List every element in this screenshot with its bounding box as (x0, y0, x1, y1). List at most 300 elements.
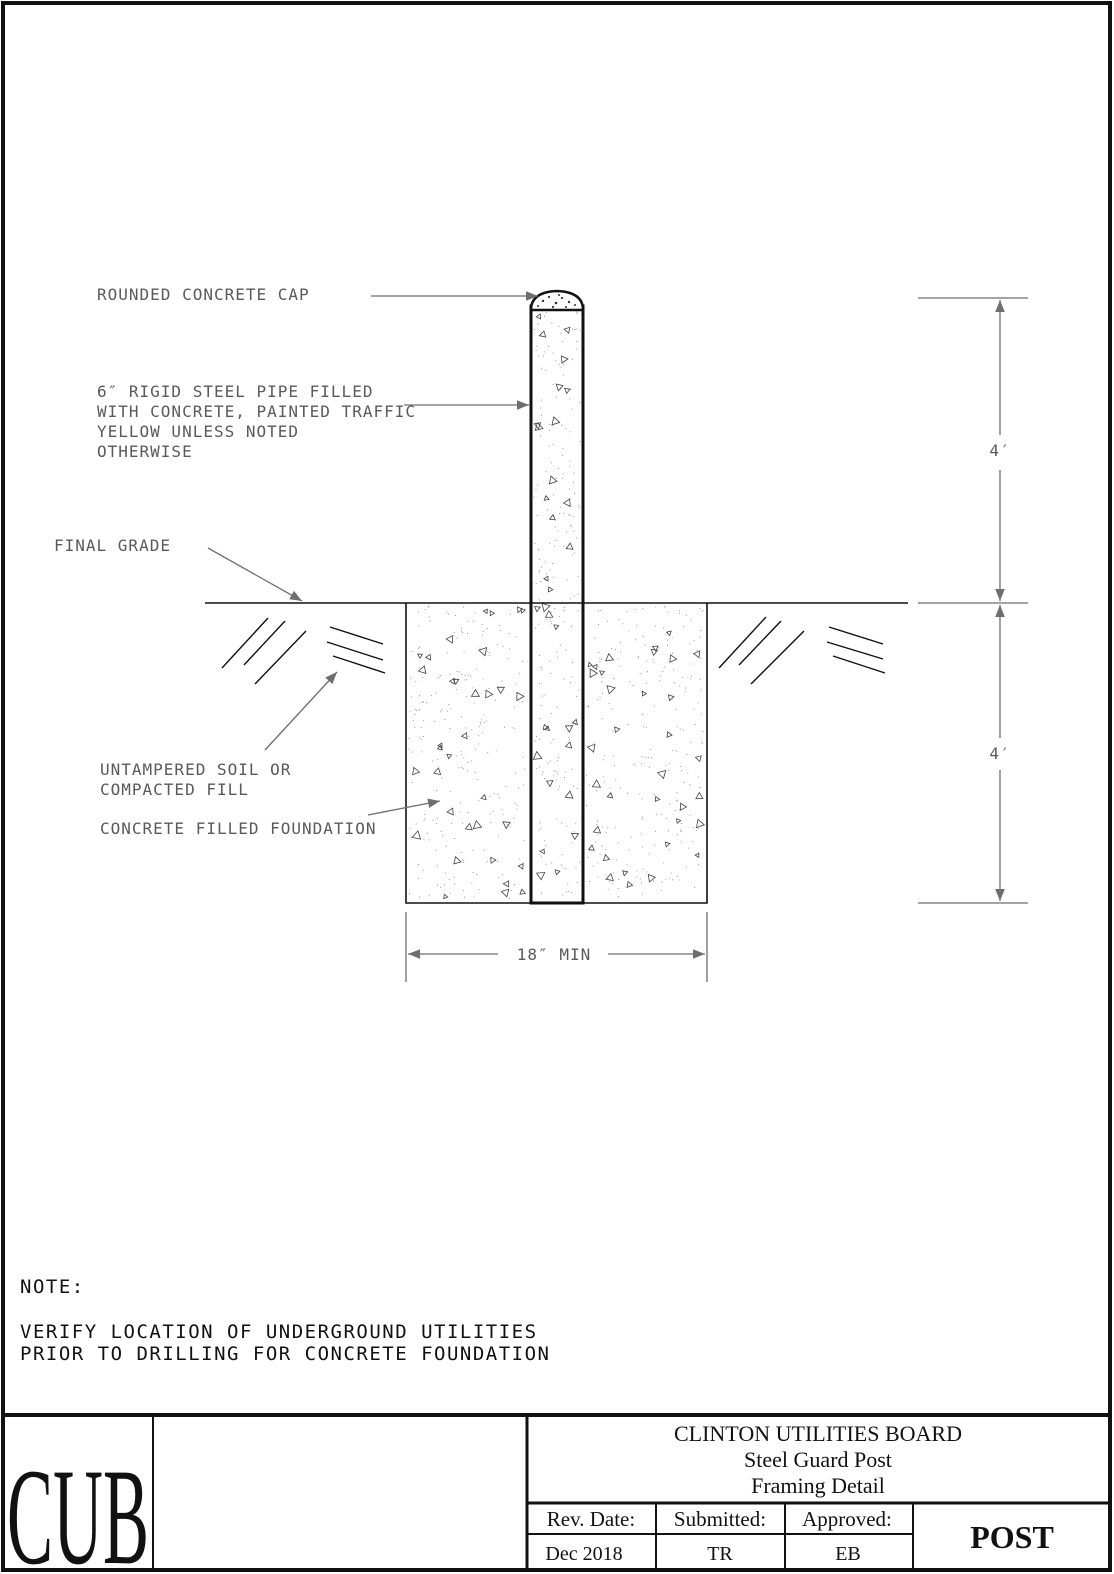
aggregate-mark (437, 746, 442, 751)
stipple-dot (418, 612, 419, 613)
stipple-dot (454, 884, 455, 885)
stipple-dot (646, 683, 647, 684)
stipple-dot (689, 784, 690, 785)
stipple-dot (614, 765, 615, 766)
stipple-dot (539, 655, 540, 656)
stipple-dot (679, 613, 680, 614)
stipple-dot (415, 714, 416, 715)
stipple-dot (509, 633, 510, 634)
aggregate-mark (565, 791, 573, 798)
stipple-dot (618, 842, 619, 843)
stipple-dot (408, 749, 409, 750)
aggregate-mark (556, 384, 563, 391)
stipple-dot (569, 739, 570, 740)
stipple-dot (447, 652, 448, 653)
stipple-dot (421, 739, 422, 740)
stipple-dot (622, 623, 623, 624)
stipple-dot (495, 700, 496, 701)
stipple-dot (603, 776, 604, 777)
stipple-dot (641, 763, 642, 764)
stipple-dot (461, 674, 462, 675)
stipple-dot (573, 531, 574, 532)
stipple-dot (602, 677, 603, 678)
aggregate-mark (696, 793, 703, 799)
vertical-dimension (918, 298, 1028, 903)
aggregate-mark (537, 872, 545, 879)
stipple-dot (569, 466, 570, 467)
stipple-dot (421, 727, 422, 728)
stipple-dot (487, 628, 488, 629)
stipple-dot (450, 893, 451, 894)
stipple-dot (429, 616, 430, 617)
aggregate-mark (503, 822, 510, 829)
stipple-dot (686, 867, 687, 868)
stipple-dot (471, 883, 472, 884)
aggregate-mark (561, 356, 568, 363)
stipple-dot (563, 513, 564, 514)
stipple-dot (468, 762, 469, 763)
stipple-dot (566, 650, 567, 651)
stipple-dot (588, 705, 589, 706)
stipple-dot (450, 791, 451, 792)
stipple-dot (564, 610, 565, 611)
stipple-dot (409, 828, 410, 829)
stipple-dot (426, 702, 427, 703)
stipple-dot (636, 625, 637, 626)
stipple-dot (612, 883, 613, 884)
stipple-dot (669, 804, 670, 805)
aggregate-mark (545, 611, 552, 618)
stipple-dot (597, 862, 598, 863)
stipple-dot (498, 877, 499, 878)
aggregate-mark (413, 767, 420, 774)
stipple-dot (642, 893, 643, 894)
stipple-dot (448, 704, 449, 705)
stipple-dot (541, 856, 542, 857)
stipple-dot (552, 444, 553, 445)
stipple-dot (553, 739, 554, 740)
stipple-dot (598, 652, 599, 653)
stipple-dot (570, 682, 571, 683)
stipple-dot (551, 612, 552, 613)
stipple-dot (539, 850, 540, 851)
aggregate-mark (607, 686, 615, 694)
stipple-dot (588, 707, 589, 708)
aggregate-mark (520, 889, 525, 894)
stipple-dot (677, 834, 678, 835)
stipple-dot (437, 865, 438, 866)
stipple-dot (559, 786, 560, 787)
stipple-dot (432, 820, 433, 821)
stipple-dot (683, 626, 684, 627)
stipple-dot (599, 661, 600, 662)
stipple-dot (490, 822, 491, 823)
stipple-dot (473, 872, 474, 873)
stipple-dot (618, 896, 619, 897)
stipple-dot (572, 359, 573, 360)
stipple-dot (579, 507, 580, 508)
stipple-dot (638, 657, 639, 658)
stipple-dot (665, 633, 666, 634)
stipple-dot (570, 515, 571, 516)
stipple-dot (701, 713, 702, 714)
rev-date-label: Rev. Date: (546, 1507, 636, 1531)
stipple-dot (543, 771, 544, 772)
stipple-dot (692, 841, 693, 842)
aggregate-mark (648, 875, 655, 882)
stipple-dot (419, 695, 420, 696)
stipple-dot (463, 860, 464, 861)
aggregate-mark (651, 649, 657, 655)
stipple-dot (436, 692, 437, 693)
stipple-dot (497, 861, 498, 862)
stipple-dot (642, 846, 643, 847)
aggregate-mark (535, 607, 541, 612)
stipple-dot (615, 827, 616, 828)
aggregate-mark (497, 687, 504, 693)
rounded-concrete-cap (531, 291, 583, 310)
stipple-dot (437, 759, 438, 760)
stipple-dot (613, 678, 614, 679)
stipple-dot (438, 677, 439, 678)
stipple-dot (546, 619, 547, 620)
aggregate-mark (473, 821, 481, 829)
stipple-dot (676, 792, 677, 793)
aggregate-mark (536, 314, 540, 319)
stipple-dot (612, 731, 613, 732)
aggregate-mark (566, 726, 573, 732)
stipple-dot (559, 364, 560, 365)
stipple-dot (546, 312, 547, 313)
stipple-dot (680, 766, 681, 767)
stipple-dot (546, 573, 547, 574)
stipple-dot (456, 689, 457, 690)
stipple-dot (436, 850, 437, 851)
stipple-dot (643, 726, 644, 727)
stipple-dot (656, 814, 657, 815)
stipple-dot (411, 697, 412, 698)
stipple-dot (539, 599, 540, 600)
stipple-dot (615, 780, 616, 781)
stipple-dot (640, 673, 641, 674)
stipple-dot (694, 887, 695, 888)
stipple-dot (556, 540, 557, 541)
stipple-dot (461, 751, 462, 752)
stipple-dot (574, 595, 575, 596)
stipple-dot (475, 749, 476, 750)
stipple-dot (545, 694, 546, 695)
stipple-dot (450, 708, 451, 709)
stipple-dot (424, 818, 425, 819)
aggregate-mark (606, 654, 614, 661)
stipple-dot (566, 580, 567, 581)
stipple-dot (569, 431, 570, 432)
stipple-dot (409, 893, 410, 894)
stipple-dot (576, 313, 577, 314)
aggregate-mark (446, 636, 453, 643)
stipple-dot (424, 820, 425, 821)
stipple-dot (644, 757, 645, 758)
aggregate-mark (623, 871, 628, 876)
stipple-dot (467, 770, 468, 771)
stipple-dot (540, 705, 541, 706)
stipple-dot (488, 688, 489, 689)
stipple-dot (545, 370, 546, 371)
aggregate-mark (555, 870, 560, 875)
aggregate-mark (642, 691, 646, 696)
stipple-dot (411, 651, 412, 652)
stipple-dot (685, 691, 686, 692)
stipple-dot (536, 350, 537, 351)
stipple-dot (691, 676, 692, 677)
stipple-dot (566, 891, 567, 892)
stipple-dot (546, 864, 547, 865)
stipple-dot (423, 839, 424, 840)
stipple-dot (535, 741, 536, 742)
stipple-dot (547, 510, 548, 511)
stipple-dot (576, 312, 577, 313)
stipple-dot (569, 398, 570, 399)
stipple-dot (488, 652, 489, 653)
label-pipe-line-4: OTHERWISE (97, 442, 193, 461)
stipple-dot (557, 818, 558, 819)
stipple-dot (613, 872, 614, 873)
stipple-dot (514, 884, 515, 885)
stipple-dot (551, 462, 552, 463)
stipple-dot (693, 663, 694, 664)
stipple-dot (410, 678, 411, 679)
stipple-dot (566, 532, 567, 533)
stipple-dot (649, 767, 650, 768)
stipple-dot (464, 651, 465, 652)
stipple-dot (478, 800, 479, 801)
stipple-dot (661, 890, 662, 891)
stipple-dot (556, 707, 557, 708)
stipple-dot (539, 718, 540, 719)
stipple-dot (639, 793, 640, 794)
stipple-dot (659, 680, 660, 681)
approved-value: EB (835, 1543, 861, 1565)
stipple-dot (448, 614, 449, 615)
stipple-dot (687, 773, 688, 774)
note-line-2: PRIOR TO DRILLING FOR CONCRETE FOUNDATION (20, 1343, 551, 1365)
stipple-dot (464, 897, 465, 898)
stipple-dot (536, 346, 537, 347)
stipple-dot (505, 786, 506, 787)
stipple-dot (595, 842, 596, 843)
stipple-dot (695, 724, 696, 725)
aggregate-mark (447, 754, 452, 758)
stipple-dot (571, 892, 572, 893)
org-name: CLINTON UTILITIES BOARD (673, 1421, 963, 1446)
stipple-dot (647, 671, 648, 672)
stipple-dot (445, 872, 446, 873)
stipple-dot (538, 324, 539, 325)
stipple-dot (464, 675, 465, 676)
stipple-dot (633, 764, 634, 765)
stipple-dot (574, 329, 575, 330)
stipple-dot (497, 644, 498, 645)
soil-hatch-right (719, 617, 885, 684)
stipple-dot (552, 425, 553, 426)
stipple-dot (693, 827, 694, 828)
stipple-dot (550, 569, 551, 570)
stipple-dot (588, 857, 589, 858)
stipple-dot (681, 823, 682, 824)
stipple-dot (667, 640, 668, 641)
stipple-dot (655, 606, 656, 607)
stipple-dot (455, 615, 456, 616)
stipple-dot (702, 743, 703, 744)
stipple-dot (547, 763, 548, 764)
stipple-dot (618, 888, 619, 889)
stipple-dot (449, 728, 450, 729)
stipple-dot (611, 648, 612, 649)
stipple-dot (427, 833, 428, 834)
stipple-dot (612, 708, 613, 709)
stipple-dot (538, 355, 539, 356)
stipple-dot (541, 368, 542, 369)
stipple-dot (476, 669, 477, 670)
stipple-dot (409, 711, 410, 712)
stipple-dot (537, 485, 538, 486)
rev-date-value: Dec 2018 (545, 1543, 623, 1565)
stipple-dot (415, 681, 416, 682)
stipple-dot (429, 895, 430, 896)
aggregate-mark (518, 864, 523, 869)
stipple-dot (479, 726, 480, 727)
stipple-dot (541, 567, 542, 568)
stipple-dot (574, 493, 575, 494)
stipple-dot (480, 724, 481, 725)
aggregate-mark (479, 648, 487, 656)
concrete-aggregate (412, 314, 704, 899)
stipple-dot (535, 628, 536, 629)
stipple-dot (471, 729, 472, 730)
aggregate-mark (517, 692, 524, 700)
stipple-dot (442, 835, 443, 836)
stipple-dot (446, 612, 447, 613)
stipple-dot (560, 367, 561, 368)
stipple-dot (636, 870, 637, 871)
stipple-dot (679, 610, 680, 611)
stipple-dot (565, 771, 566, 772)
stipple-dot (576, 328, 577, 329)
stipple-dot (628, 630, 629, 631)
stipple-dot (661, 882, 662, 883)
stipple-dot (648, 757, 649, 758)
stipple-dot (497, 794, 498, 795)
stipple-dot (516, 805, 517, 806)
stipple-dot (509, 648, 510, 649)
stipple-dot (416, 823, 417, 824)
stipple-dot (677, 726, 678, 727)
stipple-dot (607, 827, 608, 828)
aggregate-mark (533, 752, 541, 760)
aggregate-mark (658, 771, 666, 779)
stipple-dot (478, 889, 479, 890)
stipple-dot (601, 659, 602, 660)
stipple-dot (571, 526, 572, 527)
stipple-dot (441, 778, 442, 779)
stipple-dot (539, 739, 540, 740)
stipple-dot (544, 778, 545, 779)
stipple-dot (689, 643, 690, 644)
aggregate-mark (588, 662, 592, 666)
stipple-dot (602, 681, 603, 682)
stipple-dot (415, 709, 416, 710)
stipple-dot (493, 811, 494, 812)
stipple-dot (474, 703, 475, 704)
stipple-dot (578, 594, 579, 595)
aggregate-mark (481, 795, 486, 800)
stipple-dot (524, 769, 525, 770)
stipple-dot (665, 879, 666, 880)
stipple-dot (699, 636, 700, 637)
stipple-dot (549, 430, 550, 431)
stipple-dot (552, 563, 553, 564)
stipple-dot (672, 750, 673, 751)
stipple-dot (640, 878, 641, 879)
stipple-dot (653, 880, 654, 881)
stipple-dot (654, 845, 655, 846)
stipple-dot (678, 879, 679, 880)
stipple-dot (421, 751, 422, 752)
stipple-dot (700, 658, 701, 659)
stipple-dot (664, 667, 665, 668)
aggregate-mark (696, 756, 702, 762)
stipple-dot (502, 874, 503, 875)
stipple-dot (667, 645, 668, 646)
stipple-dot (641, 883, 642, 884)
stipple-dot (419, 897, 420, 898)
stipple-dot (514, 707, 515, 708)
stipple-dot (578, 690, 579, 691)
stipple-dot (418, 626, 419, 627)
approved-label: Approved: (802, 1507, 892, 1531)
stipple-dot (607, 621, 608, 622)
stipple-dot (499, 625, 500, 626)
stipple-dot (696, 830, 697, 831)
stipple-dot (422, 702, 423, 703)
stipple-dot (689, 815, 690, 816)
stipple-dot (643, 869, 644, 870)
stipple-dot (477, 779, 478, 780)
stipple-dot (450, 674, 451, 675)
stipple-dot (536, 736, 537, 737)
stipple-dot (542, 669, 543, 670)
stipple-dot (436, 823, 437, 824)
stipple-dot (680, 830, 681, 831)
stipple-dot (571, 769, 572, 770)
label-pipe-line-2: WITH CONCRETE, PAINTED TRAFFIC (97, 402, 416, 421)
stipple-dot (460, 803, 461, 804)
stipple-dot (538, 549, 539, 550)
stipple-dot (418, 878, 419, 879)
stipple-dot (428, 606, 429, 607)
stipple-dot (681, 831, 682, 832)
stipple-dot (483, 714, 484, 715)
stipple-dot (464, 679, 465, 680)
label-soil-line-1: UNTAMPERED SOIL OR (100, 760, 292, 779)
aggregate-mark (544, 576, 548, 581)
aggregate-mark (483, 609, 487, 613)
aggregate-mark (668, 695, 674, 701)
drawing-title-line-1: Steel Guard Post (744, 1447, 892, 1472)
stipple-dot (563, 621, 564, 622)
stipple-dot (453, 877, 454, 878)
aggregate-mark (540, 849, 544, 854)
